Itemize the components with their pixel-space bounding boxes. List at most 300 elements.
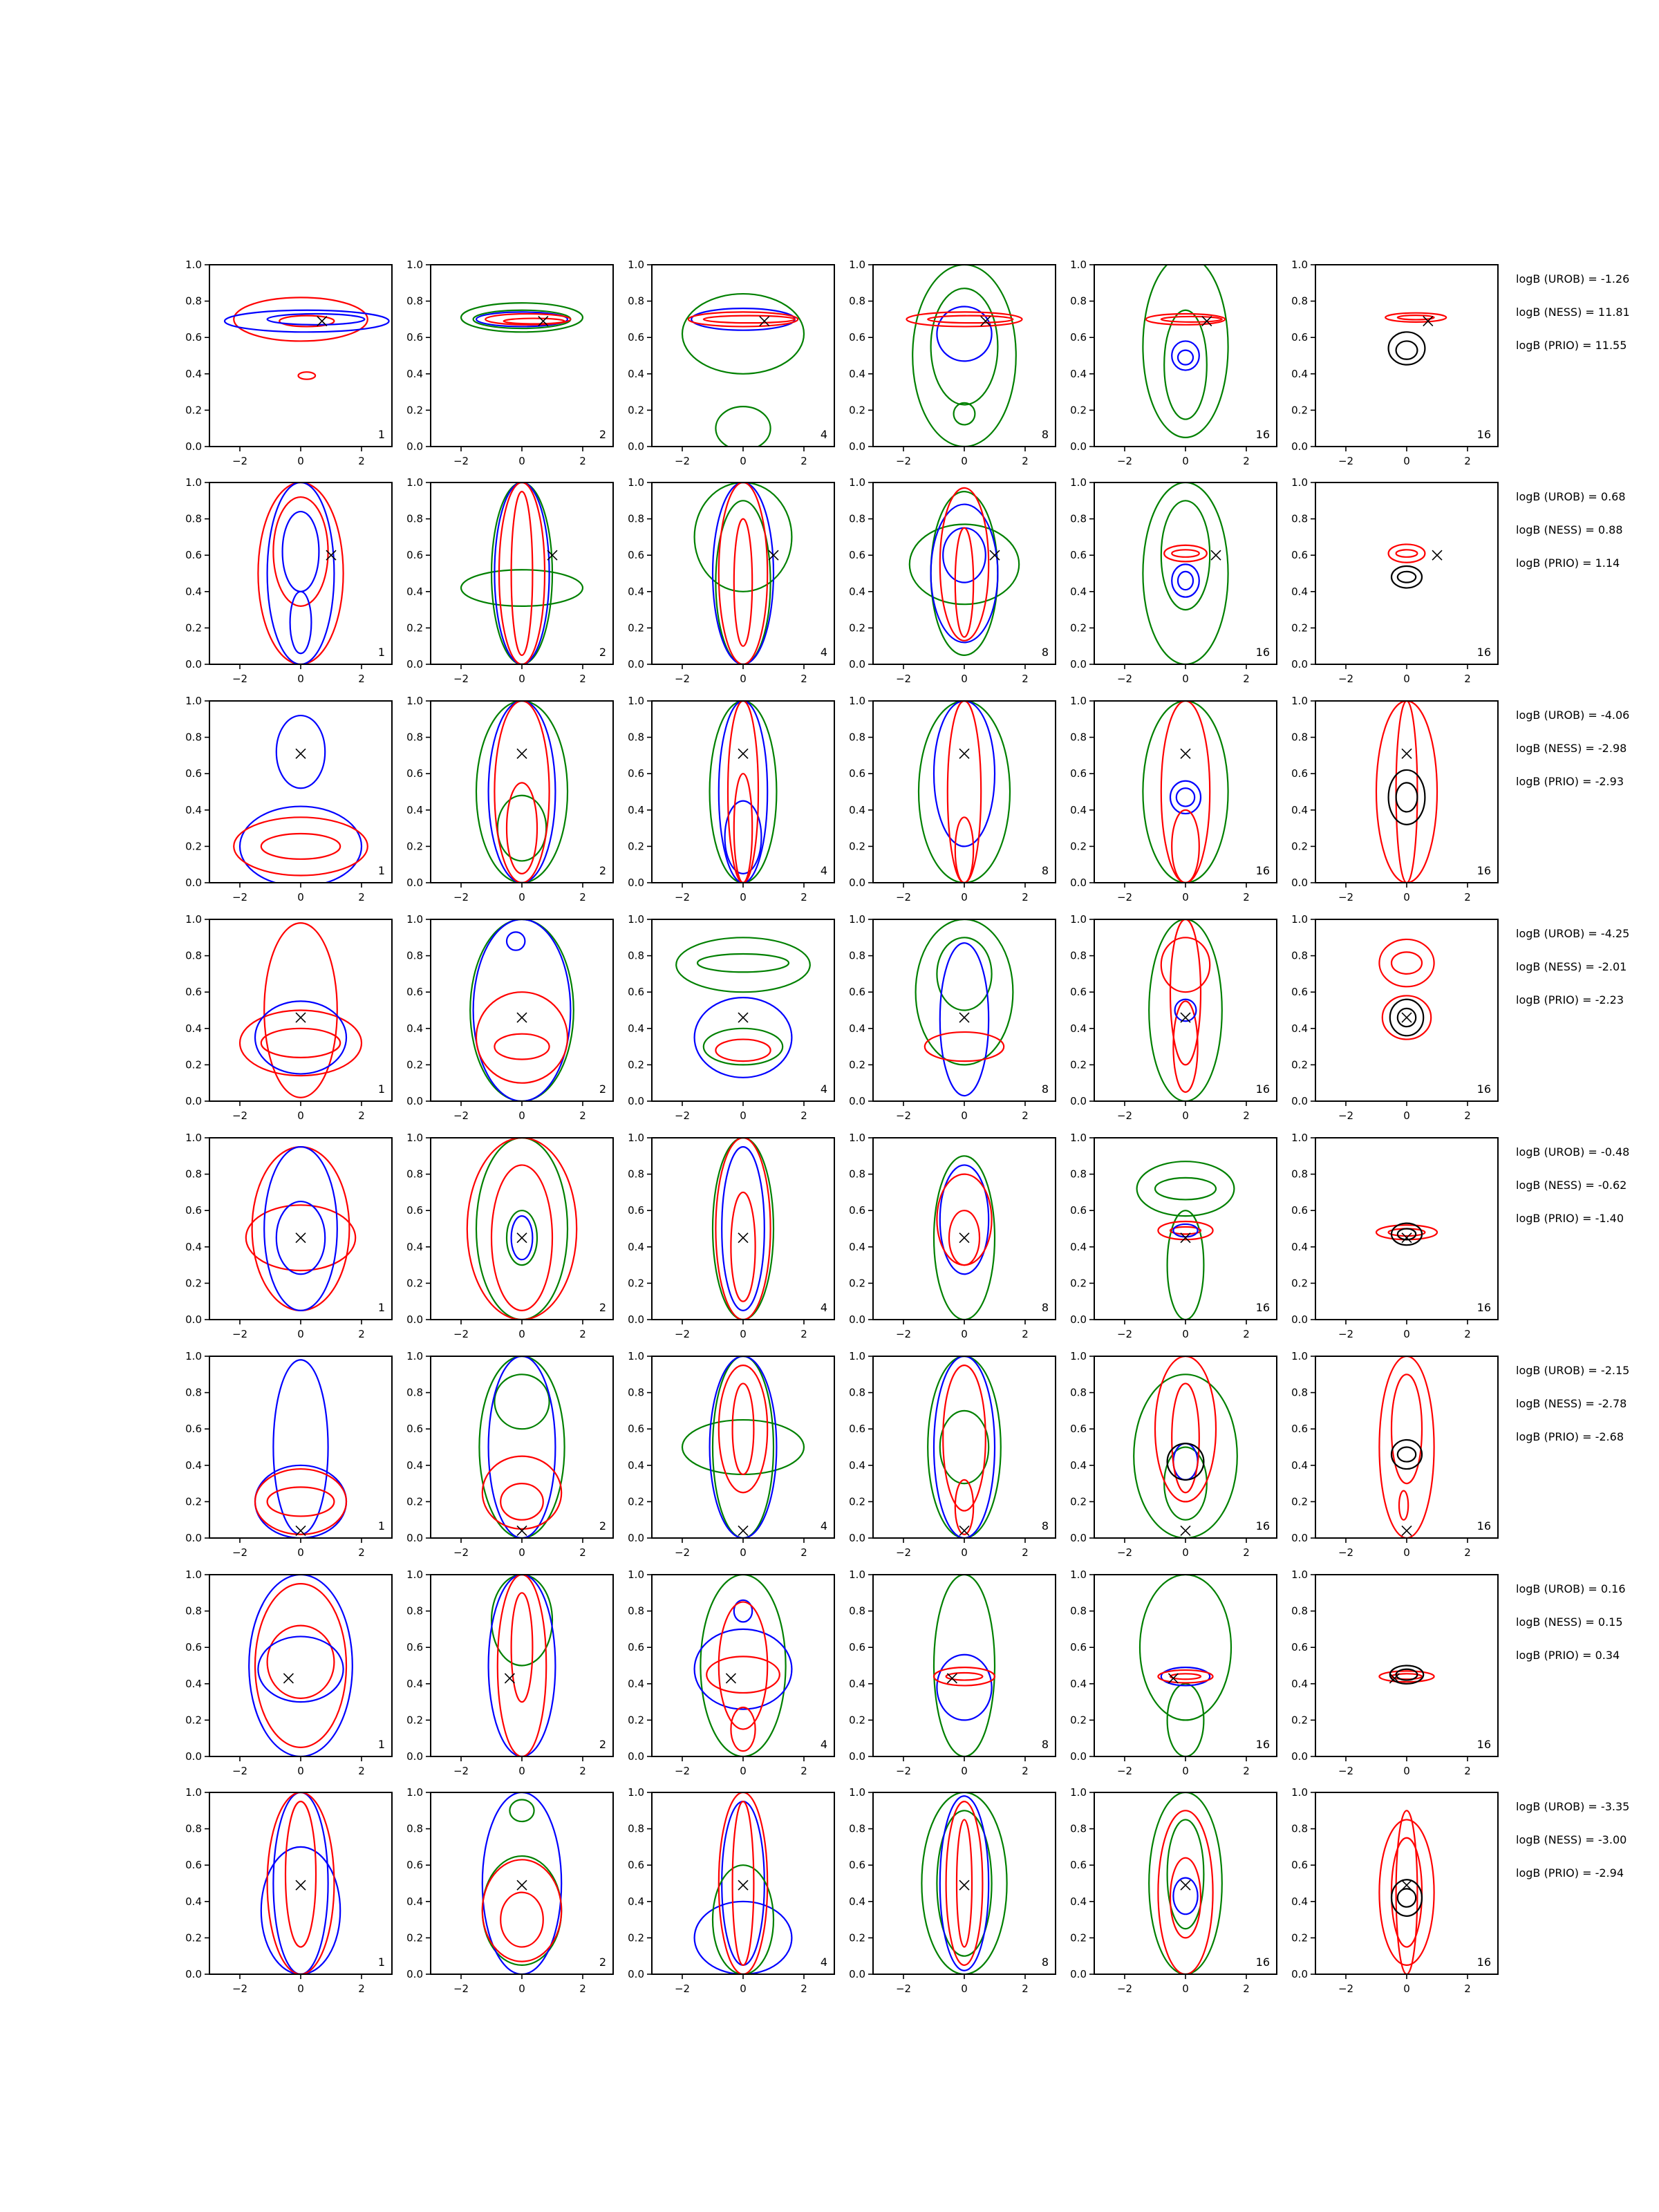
y-tick-label: 0.6 [406, 549, 423, 562]
panel-label: 2 [599, 1956, 606, 1969]
y-tick-label: 1.0 [628, 259, 644, 271]
y-tick-label: 0.8 [406, 512, 423, 525]
x-tick-label: −2 [1116, 1983, 1133, 1995]
y-tick-label: 0.6 [628, 331, 644, 344]
contour-line-green [509, 1800, 534, 1822]
y-tick-label: 0.2 [185, 1058, 202, 1071]
axes-frame [1094, 1138, 1277, 1320]
x-tick-label: 0 [518, 455, 525, 467]
y-tick-label: 0.8 [1291, 949, 1308, 962]
y-tick-label: 0.0 [628, 1313, 644, 1326]
logB-stat: logB (NESS) = 0.88 [1516, 523, 1623, 536]
contour-line-blue [276, 715, 325, 788]
logB-stat: logB (UROB) = -4.25 [1516, 927, 1630, 940]
y-tick-label: 0.0 [628, 1750, 644, 1763]
subplot [1070, 476, 1277, 685]
axes-frame [873, 1575, 1056, 1756]
y-tick-label: 0.4 [406, 1895, 423, 1908]
y-tick-label: 0.8 [1291, 1386, 1308, 1399]
panel-label: 16 [1477, 428, 1491, 441]
contour-line-green [916, 919, 1013, 1065]
panel-label: 16 [1255, 1956, 1270, 1969]
y-tick-label: 0.8 [1070, 1822, 1087, 1835]
y-tick-label: 0.4 [849, 1459, 865, 1472]
contour-line-red [234, 297, 368, 341]
x-tick-label: −2 [674, 1328, 691, 1340]
y-tick-label: 0.6 [1291, 1641, 1308, 1654]
y-tick-label: 0.4 [406, 1459, 423, 1472]
contour-line-red [258, 482, 343, 664]
contour-line-red [494, 701, 549, 883]
x-tick-label: −2 [674, 1765, 691, 1777]
contour-line-blue [940, 1165, 988, 1274]
contour-group [695, 1792, 792, 1974]
x-tick-label: 2 [1464, 673, 1471, 685]
y-tick-label: 0.6 [628, 1859, 644, 1872]
panel-label: 4 [820, 1082, 827, 1096]
contour-group [1143, 701, 1228, 883]
y-tick-label: 0.4 [628, 1022, 644, 1035]
contour-line-green [1164, 1447, 1207, 1520]
x-tick-label: 2 [800, 1983, 807, 1995]
x-tick-label: −2 [232, 1983, 248, 1995]
x-tick-label: 0 [1403, 1546, 1410, 1559]
y-tick-label: 0.0 [406, 1313, 423, 1326]
x-tick-label: −2 [895, 1328, 912, 1340]
contour-line-red [1161, 937, 1210, 992]
contour-group [234, 715, 368, 886]
y-tick-label: 0.2 [1070, 1714, 1087, 1727]
contour-group [479, 1356, 564, 1538]
y-tick-label: 0.6 [628, 1423, 644, 1436]
x-tick-label: 0 [297, 1765, 304, 1777]
y-tick-label: 0.6 [406, 331, 423, 344]
y-tick-label: 0.6 [1291, 767, 1308, 780]
y-tick-label: 0.8 [628, 294, 644, 308]
y-tick-label: 0.6 [406, 1859, 423, 1872]
y-tick-label: 0.4 [1070, 1240, 1087, 1253]
y-tick-label: 0.6 [1291, 331, 1308, 344]
contour-line-red [719, 1365, 767, 1492]
y-tick-label: 0.2 [628, 1495, 644, 1508]
contour-line-blue [249, 1575, 353, 1756]
x-tick-label: 2 [800, 891, 807, 903]
panel-label: 4 [820, 646, 827, 659]
y-tick-label: 0.4 [185, 1240, 202, 1253]
contour-line-green [1134, 1374, 1237, 1538]
y-tick-label: 0.4 [185, 803, 202, 816]
x-tick-label: 0 [518, 1765, 525, 1777]
x-tick-label: −2 [232, 1109, 248, 1122]
panel-label: 1 [377, 1738, 385, 1751]
axes-frame [209, 265, 392, 447]
contour-line-red [500, 1893, 543, 1947]
contour-group [713, 1138, 774, 1320]
true-value-marker [738, 1526, 748, 1535]
x-tick-label: 0 [1403, 673, 1410, 685]
y-tick-label: 0.6 [849, 767, 865, 780]
panel-label: 4 [820, 1301, 827, 1314]
x-tick-label: 2 [579, 1983, 586, 1995]
y-tick-label: 0.6 [849, 1423, 865, 1436]
x-tick-label: −2 [895, 455, 912, 467]
x-tick-label: 2 [1464, 1109, 1471, 1122]
y-tick-label: 0.4 [1070, 1677, 1087, 1690]
subplot [406, 913, 613, 1122]
x-tick-label: 0 [961, 455, 968, 467]
logB-stat: logB (PRIO) = -2.94 [1516, 1866, 1624, 1880]
axes-frame [431, 701, 613, 883]
contour-line-black [1396, 341, 1418, 359]
x-tick-label: 2 [579, 455, 586, 467]
subplot [406, 259, 613, 467]
contour-line-green [715, 406, 770, 450]
contour-line-blue [489, 1356, 556, 1538]
y-tick-label: 1.0 [1070, 1350, 1087, 1362]
subplot [1291, 913, 1498, 1122]
x-tick-label: 2 [1243, 455, 1250, 467]
x-tick-label: 0 [1403, 455, 1410, 467]
logB-stat: logB (PRIO) = 1.14 [1516, 556, 1620, 570]
figure-row [185, 1568, 1625, 1777]
x-tick-label: 2 [579, 1546, 586, 1559]
y-tick-label: 0.6 [1291, 1423, 1308, 1436]
subplot [1070, 1786, 1277, 1995]
y-tick-label: 1.0 [185, 695, 202, 707]
contour-line-blue [1170, 781, 1201, 814]
y-tick-label: 0.2 [1291, 1931, 1308, 1944]
contour-line-green [715, 500, 770, 664]
panel-label: 4 [820, 428, 827, 441]
y-tick-label: 0.0 [185, 440, 202, 453]
x-tick-label: −2 [453, 1328, 469, 1340]
x-tick-label: 0 [961, 673, 968, 685]
x-tick-label: 2 [1243, 1983, 1250, 1995]
y-tick-label: 0.4 [185, 1895, 202, 1908]
contour-line-blue [940, 1796, 988, 1970]
y-tick-label: 0.0 [185, 1532, 202, 1544]
contour-line-blue [713, 482, 774, 664]
y-tick-label: 0.4 [628, 1459, 644, 1472]
axes-frame [652, 265, 834, 447]
x-tick-label: 2 [1022, 1765, 1029, 1777]
y-tick-label: 0.8 [628, 731, 644, 744]
contour-group [1379, 1810, 1434, 1974]
contour-group [255, 1360, 346, 1538]
contour-line-green [491, 482, 552, 664]
contour-line-red [715, 1138, 770, 1320]
contour-line-blue [695, 1902, 792, 1974]
contour-line-blue [240, 807, 362, 887]
y-tick-label: 0.4 [406, 585, 423, 598]
y-tick-label: 0.6 [849, 986, 865, 999]
x-tick-label: −2 [1338, 1546, 1354, 1559]
y-tick-label: 0.2 [406, 621, 423, 635]
x-tick-label: 0 [1182, 1109, 1189, 1122]
y-tick-label: 0.0 [628, 658, 644, 671]
panel-label: 16 [1477, 646, 1491, 659]
y-tick-label: 0.4 [1070, 1022, 1087, 1035]
y-tick-label: 0.2 [1291, 1058, 1308, 1071]
y-tick-label: 1.0 [406, 476, 423, 489]
contour-line-blue [937, 1655, 991, 1721]
y-tick-label: 0.0 [1070, 1968, 1087, 1980]
contour-line-blue [943, 528, 986, 583]
logB-stat: logB (NESS) = -2.98 [1516, 742, 1627, 755]
logB-stat: logB (UROB) = -0.48 [1516, 1145, 1630, 1159]
contour-line-red [934, 1667, 995, 1685]
contour-line-red [285, 1801, 316, 1947]
y-tick-label: 0.2 [406, 1277, 423, 1290]
axes-frame [1315, 701, 1498, 883]
true-value-marker [1402, 749, 1412, 758]
contour-line-red [1399, 1491, 1408, 1520]
y-tick-label: 0.8 [185, 949, 202, 962]
contour-group [1379, 1666, 1434, 1684]
contour-line-green [479, 1356, 564, 1538]
true-value-marker [760, 317, 769, 326]
axes-frame [652, 1138, 834, 1320]
axes-frame [652, 1792, 834, 1974]
contour-line-black [1398, 1888, 1416, 1906]
subplot [1070, 1350, 1277, 1559]
axes-frame [1315, 265, 1498, 447]
axes-frame [431, 482, 613, 664]
panel-label: 16 [1255, 864, 1270, 877]
contour-line-red [1398, 315, 1434, 319]
contour-line-red [1379, 1819, 1434, 1965]
y-tick-label: 0.8 [185, 1168, 202, 1181]
axes-frame [209, 1356, 392, 1538]
y-tick-label: 0.0 [406, 1750, 423, 1763]
y-tick-label: 0.6 [1070, 767, 1087, 780]
true-value-marker [726, 1674, 735, 1683]
contour-line-blue [255, 1465, 346, 1538]
y-tick-label: 0.6 [406, 1204, 423, 1217]
contour-line-red [494, 1034, 549, 1060]
y-tick-label: 1.0 [185, 1568, 202, 1581]
contour-line-red [733, 1801, 754, 1965]
subplot [1291, 476, 1498, 685]
panel-label: 2 [599, 1738, 606, 1751]
x-tick-label: −2 [453, 1546, 469, 1559]
x-tick-label: −2 [1338, 1983, 1354, 1995]
y-tick-label: 0.4 [849, 367, 865, 380]
contour-group [1389, 544, 1425, 588]
contour-group [1149, 919, 1222, 1101]
x-tick-label: 2 [1464, 1546, 1471, 1559]
y-tick-label: 0.8 [406, 1822, 423, 1835]
axes-frame [652, 919, 834, 1101]
x-tick-label: −2 [895, 673, 912, 685]
contour-line-green [1143, 482, 1228, 664]
x-tick-label: −2 [1116, 1765, 1133, 1777]
contour-line-blue [1173, 1878, 1197, 1915]
y-tick-label: 0.0 [1070, 658, 1087, 671]
contour-line-green [498, 796, 546, 861]
x-tick-label: −2 [1116, 673, 1133, 685]
x-tick-label: −2 [895, 1109, 912, 1122]
panel-label: 16 [1255, 1301, 1270, 1314]
axes-frame [652, 701, 834, 883]
y-tick-label: 1.0 [849, 1568, 865, 1581]
y-tick-label: 0.2 [628, 1058, 644, 1071]
contour-line-red [1161, 701, 1210, 883]
figure-row [185, 913, 1629, 1122]
x-tick-label: 2 [1022, 891, 1029, 903]
x-tick-label: 2 [800, 455, 807, 467]
x-tick-label: 0 [740, 891, 747, 903]
y-tick-label: 1.0 [628, 913, 644, 926]
x-tick-label: −2 [674, 455, 691, 467]
subplot [849, 259, 1056, 467]
y-tick-label: 0.6 [185, 1641, 202, 1654]
y-tick-label: 0.8 [185, 1822, 202, 1835]
contour-line-blue [934, 701, 995, 846]
x-tick-label: 0 [297, 1109, 304, 1122]
x-tick-label: 2 [1243, 1546, 1250, 1559]
y-tick-label: 0.4 [849, 585, 865, 598]
contour-group [1137, 1161, 1235, 1320]
y-tick-label: 1.0 [185, 476, 202, 489]
y-tick-label: 0.2 [628, 1931, 644, 1944]
true-value-marker [1211, 550, 1221, 560]
y-tick-label: 0.2 [849, 621, 865, 635]
x-tick-label: −2 [232, 1328, 248, 1340]
contour-group [910, 488, 1019, 655]
y-tick-label: 0.0 [628, 1095, 644, 1107]
contour-group [906, 265, 1022, 447]
y-tick-label: 0.4 [628, 367, 644, 380]
y-tick-label: 1.0 [628, 476, 644, 489]
y-tick-label: 0.6 [185, 767, 202, 780]
y-tick-label: 0.4 [849, 803, 865, 816]
y-tick-label: 0.6 [628, 986, 644, 999]
x-tick-label: −2 [1116, 891, 1133, 903]
panel-label: 4 [820, 1956, 827, 1969]
contour-line-blue [1177, 788, 1194, 806]
panel-label: 8 [1041, 864, 1049, 877]
y-tick-label: 0.6 [849, 1204, 865, 1217]
x-tick-label: 2 [358, 1109, 365, 1122]
subplot [849, 1132, 1056, 1340]
y-tick-label: 0.8 [628, 512, 644, 525]
y-tick-label: 0.4 [1291, 803, 1308, 816]
contour-line-red [948, 701, 981, 883]
contour-line-blue [255, 1001, 346, 1074]
x-tick-label: 2 [800, 1546, 807, 1559]
y-tick-label: 0.2 [1070, 1277, 1087, 1290]
y-tick-label: 0.2 [849, 1931, 865, 1944]
y-tick-label: 0.2 [406, 840, 423, 853]
x-tick-label: 0 [961, 891, 968, 903]
contour-line-green [676, 937, 810, 992]
subplot [628, 1786, 834, 1995]
contour-line-red [512, 491, 533, 655]
true-value-marker [738, 749, 748, 758]
y-tick-label: 1.0 [185, 1132, 202, 1144]
x-tick-label: −2 [895, 1765, 912, 1777]
contour-group [676, 937, 810, 1078]
x-tick-label: 0 [961, 1983, 968, 1995]
panel-label: 8 [1041, 646, 1049, 659]
contour-line-red [719, 1602, 767, 1729]
y-tick-label: 1.0 [1070, 913, 1087, 926]
y-tick-label: 0.4 [185, 367, 202, 380]
logB-stat: logB (PRIO) = -2.93 [1516, 775, 1624, 788]
y-tick-label: 0.8 [185, 731, 202, 744]
x-tick-label: −2 [232, 891, 248, 903]
y-tick-label: 1.0 [1291, 1350, 1308, 1362]
y-tick-label: 0.8 [1070, 949, 1087, 962]
axes-frame [209, 1138, 392, 1320]
x-tick-label: 2 [1243, 1328, 1250, 1340]
subplot [185, 1786, 392, 1995]
y-tick-label: 0.8 [849, 949, 865, 962]
contour-line-green [912, 265, 1016, 447]
y-tick-label: 0.6 [1291, 1859, 1308, 1872]
y-tick-label: 0.4 [185, 585, 202, 598]
y-tick-label: 1.0 [1070, 476, 1087, 489]
x-tick-label: 2 [1243, 1765, 1250, 1777]
y-tick-label: 0.2 [628, 404, 644, 417]
x-tick-label: −2 [1338, 891, 1354, 903]
x-tick-label: −2 [1338, 673, 1354, 685]
y-tick-label: 1.0 [1291, 695, 1308, 707]
subplot [1291, 1350, 1498, 1559]
contour-group [249, 1575, 353, 1756]
y-tick-label: 0.0 [849, 1313, 865, 1326]
y-tick-label: 0.4 [628, 803, 644, 816]
x-tick-label: −2 [453, 455, 469, 467]
logB-stat: logB (UROB) = 0.16 [1516, 1582, 1626, 1595]
y-tick-label: 1.0 [1070, 1568, 1087, 1581]
y-tick-label: 1.0 [849, 1786, 865, 1799]
y-tick-label: 1.0 [628, 1786, 644, 1799]
y-tick-label: 0.6 [185, 331, 202, 344]
subplot [628, 695, 834, 903]
true-value-marker [296, 1880, 306, 1890]
y-tick-label: 0.4 [185, 1459, 202, 1472]
x-tick-label: 0 [1182, 891, 1189, 903]
true-value-marker [1181, 749, 1190, 758]
y-tick-label: 0.2 [406, 1714, 423, 1727]
x-tick-label: 0 [740, 1983, 747, 1995]
contour-line-green [713, 1865, 774, 1974]
y-tick-label: 0.2 [1070, 1058, 1087, 1071]
contour-line-blue [283, 512, 319, 592]
contour-line-black [1391, 566, 1422, 588]
contour-line-red [252, 1147, 350, 1311]
y-tick-label: 0.0 [849, 1968, 865, 1980]
y-tick-label: 0.8 [185, 1604, 202, 1618]
contour-line-red [1391, 1374, 1422, 1483]
y-tick-label: 0.6 [1291, 549, 1308, 562]
figure-row [185, 1132, 1629, 1340]
contour-line-red [1172, 1383, 1199, 1492]
x-tick-label: −2 [453, 891, 469, 903]
y-tick-label: 0.0 [1070, 1095, 1087, 1107]
y-tick-label: 0.6 [628, 1204, 644, 1217]
y-tick-label: 1.0 [849, 476, 865, 489]
axes-frame [1094, 701, 1277, 883]
y-tick-label: 0.6 [849, 331, 865, 344]
y-tick-label: 0.2 [185, 1277, 202, 1290]
contour-line-black [1391, 1224, 1422, 1246]
contour-line-red [1173, 1001, 1197, 1092]
subplot [849, 476, 1056, 685]
contour-line-blue [937, 306, 991, 361]
